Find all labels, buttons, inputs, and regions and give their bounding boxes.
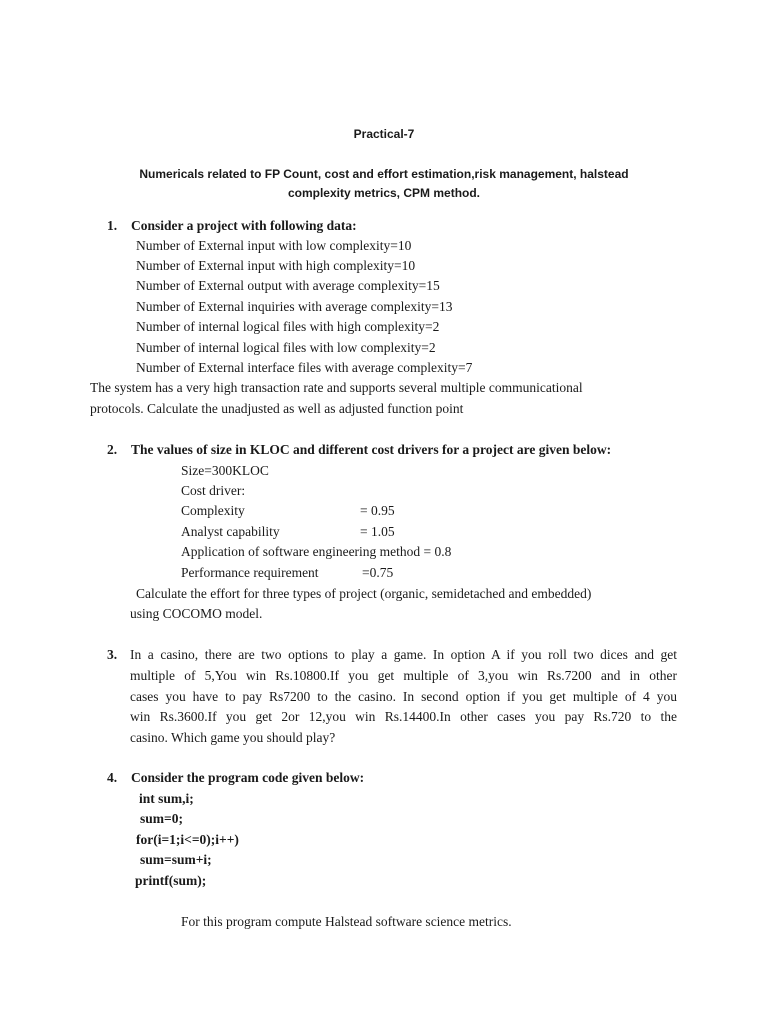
q2-cost-driver-label: Cost driver: (181, 483, 246, 498)
q3-line: cases you have to pay Rs7200 to the casino. In second option if you get multiple of 4 you (130, 688, 677, 704)
q4-instruction: For this program compute Halstead software science metrics. (181, 914, 512, 929)
q1-description-line-1: The system has a very high transaction rate and supports several multiple communicational (90, 380, 583, 395)
q1-item: Number of External interface files with average complexity=7 (136, 360, 473, 375)
q2-heading: The values of size in KLOC and different cost drivers for a project are given below: (131, 442, 612, 457)
q3-line: casino. Which game you should play? (130, 730, 336, 746)
q3-line: multiple of 5,You win Rs.10800.If you get multiple of 3,you win Rs.7200 and in other (130, 667, 677, 683)
q4-heading: Consider the program code given below: (131, 770, 365, 785)
q1-number: 1. (107, 218, 118, 233)
q2-driver-value: =0.75 (362, 565, 394, 580)
q1-item: Number of External output with average complexity=15 (136, 278, 440, 293)
q2-driver-value: = 1.05 (360, 524, 395, 539)
q4-code-line: for(i=1;i<=0);i++) (136, 832, 239, 847)
q2-driver-name: Analyst capability (181, 524, 280, 539)
q3-number: 3. (107, 647, 118, 662)
page-title: Practical-7 (353, 127, 415, 141)
q2-description-line-1: Calculate the effort for three types of project (organic, semidetached and embedded) (136, 586, 592, 601)
q2-size: Size=300KLOC (181, 463, 269, 478)
q3-line: win Rs.3600.If you get 2or 12,you win Rs.14400.In other cases you pay Rs.720 to the (130, 709, 677, 725)
q2-description-line-2: using COCOMO model. (130, 606, 263, 621)
q2-number: 2. (107, 442, 118, 457)
q2-driver-name: Application of software engineering method = 0.8 (181, 544, 452, 559)
q4-code-line: sum=sum+i; (140, 852, 212, 867)
q1-heading: Consider a project with following data: (131, 218, 357, 233)
q2-driver-name: Complexity (181, 503, 245, 518)
q2-driver-name: Performance requirement (181, 565, 319, 580)
q1-item: Number of internal logical files with high complexity=2 (136, 319, 440, 334)
q4-code-line: int sum,i; (139, 791, 194, 806)
q1-item: Number of External input with high complexity=10 (136, 258, 416, 273)
q4-code-line: sum=0; (140, 811, 183, 826)
q1-item: Number of External inquiries with average complexity=13 (136, 299, 453, 314)
q3-paragraph (130, 645, 677, 749)
q1-description-line-2: protocols. Calculate the unadjusted as well as adjusted function point (90, 401, 464, 416)
q1-item: Number of External input with low complexity=10 (136, 238, 412, 253)
q4-code-line: printf(sum); (135, 873, 207, 888)
q2-driver-value: = 0.95 (360, 503, 395, 518)
page-subtitle-line-1: Numericals related to FP Count, cost and effort estimation,risk management, halstead (139, 167, 629, 181)
page-subtitle-line-2: complexity metrics, CPM method. (287, 186, 481, 200)
q3-line: In a casino, there are two options to play a game. In option A if you roll two dices and get (130, 647, 677, 662)
q4-number: 4. (107, 770, 118, 785)
q1-item: Number of internal logical files with low complexity=2 (136, 340, 436, 355)
